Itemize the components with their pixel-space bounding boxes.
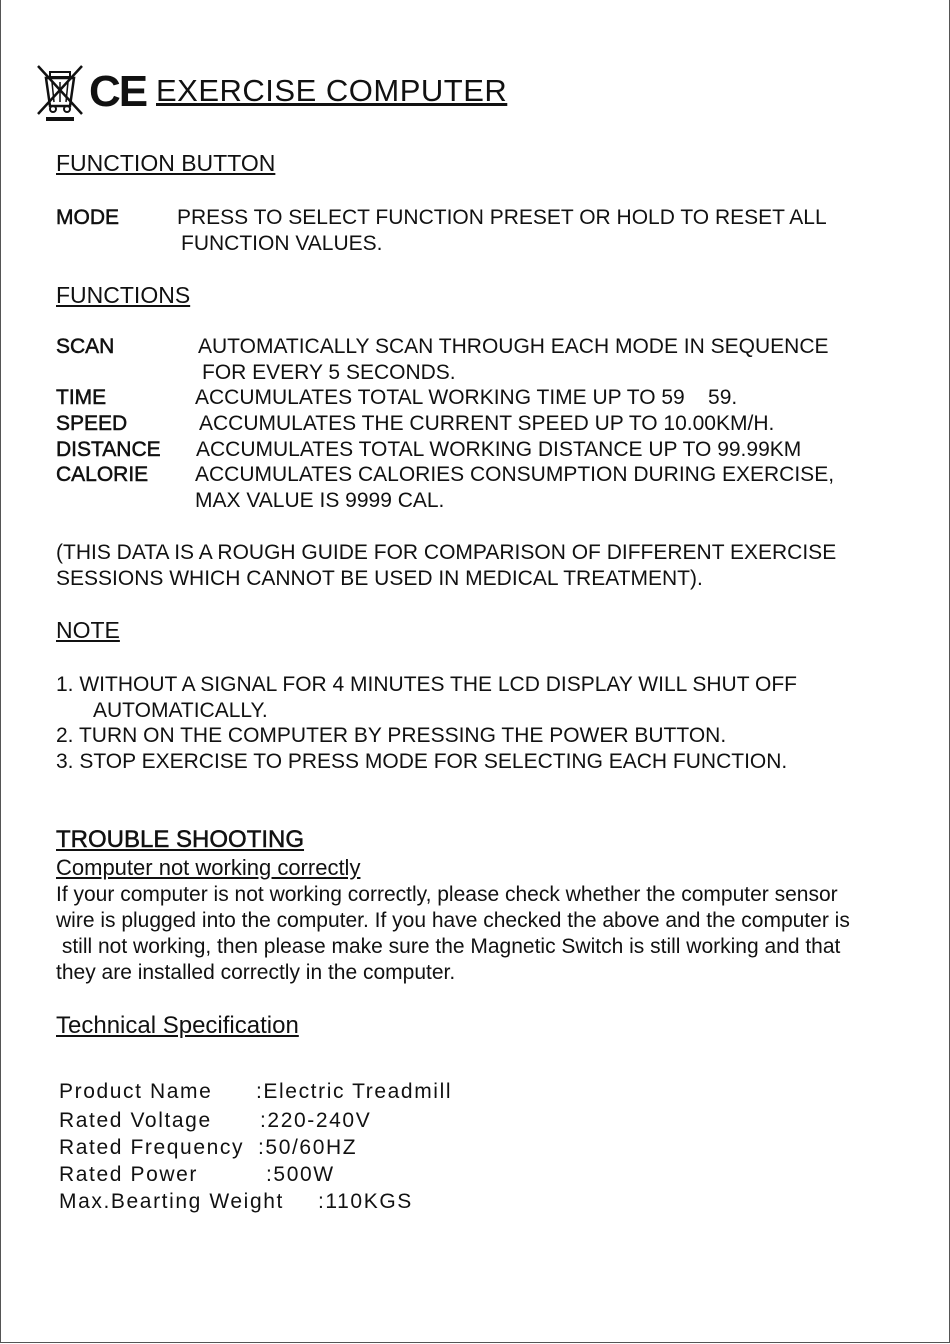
function-desc-scan-1: AUTOMATICALLY SCAN THROUGH EACH MODE IN SEQUENCE	[198, 335, 829, 358]
function-label-speed: SPEED	[56, 412, 128, 435]
functions-heading: FUNCTIONS	[56, 282, 191, 308]
spec-heading: Technical Specification	[56, 1012, 299, 1039]
spec-value-rated-frequency: :50/60HZ	[258, 1136, 358, 1159]
spec-value-rated-power: :500W	[266, 1163, 335, 1186]
trouble-line-4: they are installed correctly in the computer.	[56, 961, 456, 984]
function-label-scan: SCAN	[56, 335, 115, 358]
trouble-line-1: If your computer is not working correctly, please check whether the computer sensor	[56, 883, 838, 906]
weee-bin-icon	[36, 64, 84, 122]
mode-description-line-1: PRESS TO SELECT FUNCTION PRESET OR HOLD TO RESET ALL	[177, 206, 827, 229]
function-button-heading: FUNCTION BUTTON	[56, 150, 276, 176]
mode-label: MODE	[56, 206, 119, 229]
function-desc-speed: ACCUMULATES THE CURRENT SPEED UP TO 10.00KM/H.	[199, 412, 775, 435]
function-desc-time: ACCUMULATES TOTAL WORKING TIME UP TO 59 59.	[195, 386, 738, 409]
spec-value-product-name: :Electric Treadmill	[256, 1080, 453, 1103]
spec-value-max-weight: :110KGS	[318, 1190, 413, 1213]
trouble-line-3: still not working, then please make sure the Magnetic Switch is still working and that	[56, 935, 841, 958]
ce-mark: CE	[89, 67, 147, 116]
note-item-1-line-1: 1. WITHOUT A SIGNAL FOR 4 MINUTES THE LCD DISPLAY WILL SHUT OFF	[56, 673, 797, 696]
spec-label-rated-power: Rated Power	[59, 1163, 198, 1186]
spec-label-rated-frequency: Rated Frequency	[59, 1136, 245, 1159]
disclaimer-line-1: (THIS DATA IS A ROUGH GUIDE FOR COMPARISON OF DIFFERENT EXERCISE	[56, 541, 837, 564]
page-title: EXERCISE COMPUTER	[156, 73, 508, 108]
note-heading: NOTE	[56, 617, 120, 643]
function-label-time: TIME	[56, 386, 107, 409]
function-desc-calorie-1: ACCUMULATES CALORIES CONSUMPTION DURING EXERCISE,	[195, 463, 835, 486]
note-item-2: 2. TURN ON THE COMPUTER BY PRESSING THE POWER BUTTON.	[56, 724, 727, 747]
spec-label-max-weight: Max.Bearting Weight	[59, 1190, 284, 1213]
function-desc-calorie-2: MAX VALUE IS 9999 CAL.	[195, 489, 445, 512]
function-label-distance: DISTANCE	[56, 438, 161, 461]
function-label-calorie: CALORIE	[56, 463, 149, 486]
note-item-1-line-2: AUTOMATICALLY.	[93, 699, 268, 722]
function-desc-scan-2: FOR EVERY 5 SECONDS.	[202, 361, 456, 384]
spec-value-rated-voltage: :220-240V	[260, 1109, 372, 1132]
function-desc-distance: ACCUMULATES TOTAL WORKING DISTANCE UP TO 99.99KM	[196, 438, 802, 461]
trouble-shooting-heading: TROUBLE SHOOTING	[56, 826, 305, 853]
note-item-3: 3. STOP EXERCISE TO PRESS MODE FOR SELECTING EACH FUNCTION.	[56, 750, 788, 773]
trouble-line-2: wire is plugged into the computer. If you have checked the above and the computer is	[56, 909, 850, 932]
disclaimer-line-2: SESSIONS WHICH CANNOT BE USED IN MEDICAL TREATMENT).	[56, 567, 703, 590]
trouble-subheading: Computer not working correctly	[56, 855, 361, 880]
mode-description-line-2: FUNCTION VALUES.	[181, 232, 383, 255]
spec-label-rated-voltage: Rated Voltage	[59, 1109, 212, 1132]
spec-label-product-name: Product Name	[59, 1080, 213, 1103]
